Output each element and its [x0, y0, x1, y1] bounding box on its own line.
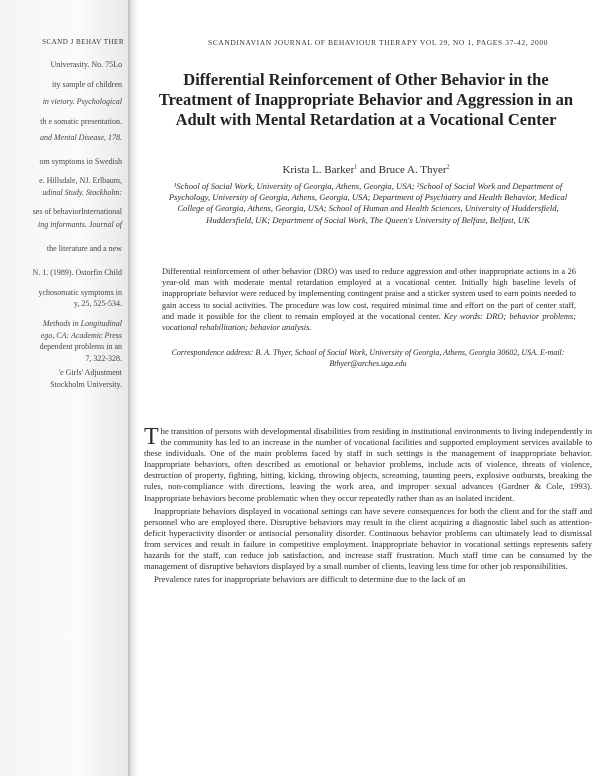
left-page-line: and Mental Disease, 178.: [40, 133, 122, 142]
correspondence-address: Correspondence address: B. A. Thyer, School of Social Work, University of Georgia, Athens, Georgia 30602, USA. E-mail: Bthyer@arches.uga.edu: [171, 348, 565, 368]
left-page-line: the literature and a new: [46, 244, 122, 253]
body-paragraph: [144, 426, 592, 504]
affiliation-marker: 1: [354, 164, 358, 171]
article-title: Differential Reinforcement of Other Behavior in the Treatment of Inappropriate Behavior and Aggression in an Adult with Mental Retardation at a Vocational Center: [158, 70, 574, 129]
left-page-line: udinal Study. Stockholm:: [42, 188, 122, 197]
author-conjunction: and: [357, 164, 379, 176]
abstract: [162, 266, 576, 333]
left-page-line: Univerasity. No. 75Lo: [50, 60, 122, 69]
left-page-line: in vietory. Psychological: [42, 97, 122, 106]
author-name: Krista L. Barker: [282, 164, 355, 176]
left-page-running-header: SCAND J BEHAV THER: [42, 38, 124, 46]
keywords: Key words: DRO; behavior problems; vocational rehabilitation; behavior analysis.: [162, 311, 576, 333]
left-page-line: 'e Girls' Adjustment: [58, 368, 122, 377]
left-page-line: Stockholm University.: [50, 380, 122, 389]
left-page-line: ychosomatic symptoms in: [38, 288, 122, 297]
journal-running-header: SCANDINAVIAN JOURNAL OF BEHAVIOUR THERAPY VOL 29, NO 1, PAGES 37-42, 2000: [208, 38, 549, 47]
body-paragraph: Prevalence rates for inappropriate behaviors are difficult to determine due to the lack of an: [154, 574, 466, 585]
left-page-line: Methods in Longitudinal: [42, 319, 122, 328]
left-page-line: e. Hillsdale, NJ. Erlbaum,: [39, 176, 122, 185]
left-page-line: ing informants. Journal of: [37, 220, 122, 229]
book-gutter: [128, 0, 138, 776]
left-page-line: N. 1. (1989). Ostorfin Child: [32, 268, 122, 277]
article-body: [144, 426, 592, 587]
left-page-line: ses of behaviorInternational: [32, 207, 122, 216]
author-line: [146, 164, 586, 176]
left-page-line: y, 25, 525-534.: [73, 299, 122, 308]
author-affiliations: ¹School of Social Work, University of Georgia, Athens, Georgia, USA; ²School of Social Work and Department of Psychology, University of Georgia, Athens, Georgia, USA; Department of Psychiatry and Health Behavior, Medical College of Georgia, Athens, Georgia, USA; School of Human and Health Sciences, University of Huddersfield, Huddersfield, UK; Department of Social Work, The Queen's University of Belfast, Belfast, UK: [168, 181, 568, 225]
left-page-line: dependent problems in an: [39, 342, 122, 351]
article-page: [138, 0, 600, 776]
left-page-line: om symptoms in Swedish: [39, 157, 122, 166]
abstract-text: Differential reinforcement of other behavior (DRO) was used to reduce aggression and other inappropriate actions in a 26 year-old man with moderate mental retardation employed at a vocational center. Initially high baseline levels of inappropriate behavior were reduced by implementing contingent praise and a sticker system used to earn points needed to gain access to social activities. The procedure was low cost, required minimal time and effort on the part of center staff, and made it possible for the client to remain employed at the vocational center.: [162, 267, 576, 321]
paragraph-text: he transition of persons with developmental disabilities from residing in institutional environments to living independently in the community has led to an increase in the number of vocational facilities and supported employment services available to these individuals. One of the main problems faced by staff in such settings is the management of inappropriate behavior. Inappropriate behaviors, often described as emotional or behavior problems, include acts of violence, threats of violence, destruction of property, fighting, hitting, kicking, throwing objects, screaming, taunting peers, explosive outbursts, breaking the rules, non-compliance with directions, leaving the work area, and improper sexual advances (Gardner & Cole, 1993). Inappropriate behaviors become problematic when they occur repeatedly rather than as an isolated incident.: [144, 426, 592, 503]
left-page-line: th e somatic presentation.: [40, 117, 122, 126]
affiliation-marker: 2: [446, 164, 450, 171]
drop-cap: T: [144, 424, 159, 450]
previous-page-edge: [0, 0, 128, 776]
left-page-line: ity sample of children: [52, 80, 122, 89]
body-paragraph: Inappropriate behaviors displayed in vocational settings can have severe consequences for both the client and for the staff and personnel who are employed there. Disruptive behaviors may result in the client acquiring a diagnostic label such as attention-deficit hyperactivity disorder or antisocial personality disorder. Continuous behavior problems can ultimately lead to dismissal from services and result in failure in competitive employment. Inappropriate behavior in vocational settings represents safety hazards for the staff, can reduce job satisfaction, and increase staff frustration. Much staff time can be consumed by the management of disruptive behaviors displayed by a small number of clients, leaving less time for other job responsibilities.: [144, 505, 592, 572]
left-page-line: 7, 322-328.: [85, 354, 122, 363]
left-page-line: ego, CA: Academic Press: [40, 331, 122, 340]
author-name: Bruce A. Thyer: [378, 164, 447, 176]
